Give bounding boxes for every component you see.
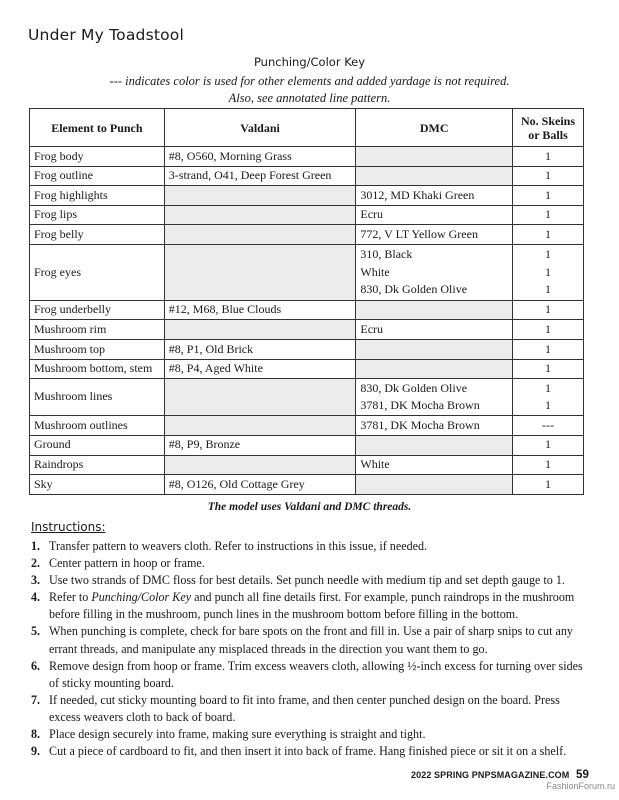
cell-dmc xyxy=(356,455,513,475)
dmc-thread: White xyxy=(360,457,390,472)
cell-valdani: 3-strand, O41, Deep Forest Green xyxy=(164,166,356,186)
cell-valdani xyxy=(164,320,356,340)
skein-count: 1 xyxy=(545,207,552,222)
cell-dmc xyxy=(356,205,513,225)
cell-skeins xyxy=(513,359,584,379)
dmc-thread: White xyxy=(360,264,390,279)
cell-element: Frog outline xyxy=(30,166,165,186)
step-text: Refer to xyxy=(49,590,92,605)
cell-dmc xyxy=(356,147,513,167)
cell-dmc xyxy=(356,435,513,455)
dmc-thread: 830, Dk Golden Olive xyxy=(360,282,468,297)
step-text-emphasis: Punching/Color Key xyxy=(91,590,192,605)
cell-element: Raindrops xyxy=(30,455,165,475)
step-number: 1. xyxy=(31,539,41,553)
dmc-thread: 3012, MD Khaki Green xyxy=(360,187,475,202)
cell-dmc xyxy=(356,379,513,416)
header-skeins: No. Skeins or Balls xyxy=(513,109,584,147)
cell-valdani: #8, O560, Morning Grass xyxy=(164,147,356,167)
cell-dmc xyxy=(356,475,513,495)
skein-count: 1 xyxy=(545,476,552,491)
cell-element: Sky xyxy=(30,475,165,495)
skein-count: 1 xyxy=(545,457,552,472)
skein-count: 1 xyxy=(545,264,552,279)
cell-valdani xyxy=(164,416,356,436)
page-number: 59 xyxy=(576,769,589,781)
cell-skeins xyxy=(513,244,584,300)
skein-count: 1 xyxy=(545,187,552,202)
table-row xyxy=(30,435,584,455)
table-caption: The model uses Valdani and DMC threads. xyxy=(207,501,412,513)
cell-element: Mushroom outlines xyxy=(30,416,165,436)
dmc-thread: Ecru xyxy=(360,321,384,336)
cell-skeins xyxy=(513,379,584,416)
key-title: Punching/Color Key xyxy=(253,55,366,69)
footer-issue: 2022 SPRING xyxy=(411,770,470,780)
dmc-thread: Ecru xyxy=(360,207,384,222)
table-row xyxy=(30,244,584,300)
skein-count: --- xyxy=(542,417,555,432)
cell-valdani: #8, O126, Old Cottage Grey xyxy=(164,475,356,495)
cell-dmc xyxy=(356,166,513,186)
table-row xyxy=(30,186,584,206)
skein-count: 1 xyxy=(545,302,552,317)
table-row xyxy=(30,225,584,245)
cell-skeins xyxy=(513,147,584,167)
page-footer xyxy=(411,769,589,781)
cell-element: Frog eyes xyxy=(30,244,165,300)
skein-count: 1 xyxy=(545,398,552,413)
instruction-step xyxy=(31,726,591,743)
skein-count: 1 xyxy=(545,282,552,297)
footer-site: PNPSMAGAZINE.COM xyxy=(471,770,570,780)
cell-skeins xyxy=(513,339,584,359)
table-row xyxy=(30,416,584,436)
cell-dmc xyxy=(356,320,513,340)
step-text: Transfer pattern to weavers cloth. Refer to instructions in this issue, if needed. xyxy=(49,539,428,553)
cell-element: Mushroom bottom, stem xyxy=(30,359,165,379)
step-number: 7. xyxy=(31,692,41,707)
skein-count: 1 xyxy=(545,341,552,356)
instruction-step xyxy=(31,589,591,623)
header-dmc: DMC xyxy=(356,109,513,147)
cell-valdani: #8, P1, Old Brick xyxy=(164,339,356,359)
table-row xyxy=(30,359,584,379)
table-header-row xyxy=(30,109,584,147)
cell-element: Frog highlights xyxy=(30,186,165,206)
skein-count: 1 xyxy=(545,168,552,183)
cell-skeins xyxy=(513,320,584,340)
watermark: FashionForum.ru xyxy=(546,781,615,791)
cell-valdani xyxy=(164,225,356,245)
cell-valdani: #8, P9, Bronze xyxy=(164,435,356,455)
cell-element: Frog belly xyxy=(30,225,165,245)
key-note-pattern: Also, see annotated line pattern. xyxy=(228,91,391,105)
step-text: Use two strands of DMC floss for best details. Set punch needle with medium tip and set depth gauge to 1. xyxy=(49,573,565,588)
skein-count: 1 xyxy=(545,380,552,395)
instruction-step xyxy=(31,692,591,726)
cell-element: Mushroom top xyxy=(30,339,165,359)
cell-skeins xyxy=(513,166,584,186)
cell-element: Mushroom rim xyxy=(30,320,165,340)
cell-dmc xyxy=(356,359,513,379)
skein-count: 1 xyxy=(545,148,552,163)
instruction-step xyxy=(31,623,591,657)
cell-dmc xyxy=(356,416,513,436)
skein-count: 1 xyxy=(545,361,552,376)
cell-skeins xyxy=(513,225,584,245)
skein-count: 1 xyxy=(545,437,552,452)
cell-skeins xyxy=(513,475,584,495)
cell-dmc xyxy=(356,339,513,359)
dmc-thread: 830, Dk Golden Olive xyxy=(360,380,468,395)
table-row xyxy=(30,300,584,320)
step-number: 3. xyxy=(31,573,41,588)
step-number: 5. xyxy=(31,624,41,639)
header-valdani: Valdani xyxy=(164,109,356,147)
cell-element: Frog body xyxy=(30,147,165,167)
instructions-heading: Instructions: xyxy=(31,520,106,534)
cell-dmc xyxy=(356,225,513,245)
table-row xyxy=(30,320,584,340)
cell-valdani: #8, P4, Aged White xyxy=(164,359,356,379)
table-row xyxy=(30,205,584,225)
cell-skeins xyxy=(513,455,584,475)
cell-valdani xyxy=(164,455,356,475)
step-number: 4. xyxy=(31,590,41,605)
cell-valdani xyxy=(164,205,356,225)
color-key-table xyxy=(29,108,584,495)
table-row xyxy=(30,166,584,186)
cell-valdani xyxy=(164,186,356,206)
skein-count: 1 xyxy=(545,247,552,262)
table-row xyxy=(30,455,584,475)
step-text: and punch all fine details first. For example, punch raindrops in the mushroom before filling in the mushroom, punch lines in the mushroom bottom before filling in the bottom. xyxy=(49,590,575,622)
instruction-step xyxy=(31,658,591,692)
step-number: 2. xyxy=(31,556,41,571)
instruction-step xyxy=(31,538,591,555)
cell-skeins xyxy=(513,186,584,206)
cell-valdani xyxy=(164,379,356,416)
table-row xyxy=(30,147,584,167)
step-number: 8. xyxy=(31,727,41,742)
header-element: Element to Punch xyxy=(30,109,165,147)
cell-dmc xyxy=(356,244,513,300)
instruction-step xyxy=(31,743,591,760)
cell-skeins xyxy=(513,416,584,436)
cell-valdani xyxy=(164,244,356,300)
table-row xyxy=(30,339,584,359)
table-row xyxy=(30,379,584,416)
cell-dmc xyxy=(356,300,513,320)
instruction-step xyxy=(31,555,591,572)
key-note: --- indicates color is used for other elements and added yardage is not required. xyxy=(109,74,510,88)
cell-valdani: #12, M68, Blue Clouds xyxy=(164,300,356,320)
dmc-thread: 310, Black xyxy=(360,247,413,262)
cell-element: Frog underbelly xyxy=(30,300,165,320)
dmc-thread: 772, V LT Yellow Green xyxy=(360,226,478,241)
step-number: 9. xyxy=(31,744,41,759)
table-row xyxy=(30,475,584,495)
cell-element: Mushroom lines xyxy=(30,379,165,416)
step-text: Cut a piece of cardboard to fit, and then insert it into back of frame. Hang finished piece or sit it on a shelf. xyxy=(49,744,567,759)
step-text: Place design securely into frame, making sure everything is straight and tight. xyxy=(49,727,426,742)
page-title: Under My Toadstool xyxy=(28,26,184,44)
cell-element: Frog lips xyxy=(30,205,165,225)
skein-count: 1 xyxy=(545,321,552,336)
cell-element: Ground xyxy=(30,435,165,455)
instructions-list xyxy=(31,538,591,760)
step-text: Remove design from hoop or frame. Trim excess weavers cloth, allowing ½-inch excess for turning over sides of sticky mounting board. xyxy=(49,658,583,690)
step-text: When punching is complete, check for bare spots on the front and fill in. Use a pair of sharp snips to cut any errant threads, and manipulate any misplaced threads in the direction you want them to go. xyxy=(49,624,573,656)
cell-skeins xyxy=(513,435,584,455)
step-text: Center pattern in hoop or frame. xyxy=(49,556,205,571)
step-number: 6. xyxy=(31,658,41,673)
cell-skeins xyxy=(513,300,584,320)
cell-skeins xyxy=(513,205,584,225)
step-text: If needed, cut sticky mounting board to fit into frame, and then center punched design on the board. Press excess weavers cloth to back of board. xyxy=(49,692,560,724)
cell-dmc xyxy=(356,186,513,206)
skein-count: 1 xyxy=(545,226,552,241)
instruction-step xyxy=(31,572,591,589)
dmc-thread: 3781, DK Mocha Brown xyxy=(360,398,480,413)
dmc-thread: 3781, DK Mocha Brown xyxy=(360,417,480,432)
